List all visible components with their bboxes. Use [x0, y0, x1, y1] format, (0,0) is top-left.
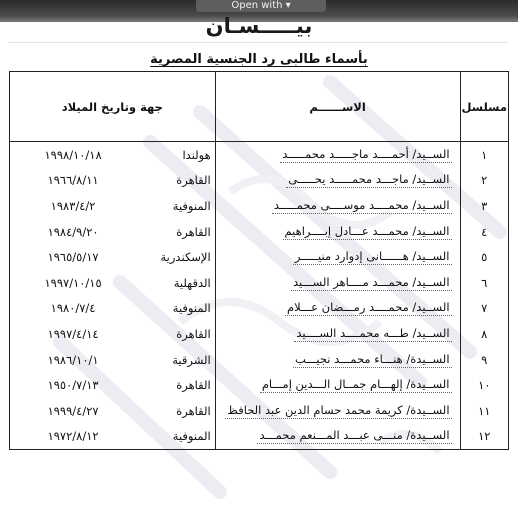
column-header-birth: جهة وتاريخ الميلاد — [10, 72, 216, 142]
row-serial: ٣ — [460, 193, 508, 219]
table-row — [10, 168, 509, 194]
row-birth-date: ١٩٥٠/٧/١٣ — [10, 372, 137, 398]
row-birth-place: الدقهلية — [173, 275, 211, 290]
row-birth-date: ١٩٩٩/٤/٢٧ — [10, 398, 137, 424]
table-row — [10, 321, 509, 347]
row-birth-place: الشرقية — [172, 352, 211, 367]
row-birth-date: ١٩٦٦/٨/١١ — [10, 168, 137, 194]
row-name: الســيدة/ منـــى عبـــد المـــنعم محمـــد — [259, 428, 450, 443]
table-row — [10, 347, 509, 373]
row-name: الســيد/ ماجـــد محمـــــد يحـــــى — [288, 172, 450, 187]
table-row — [10, 296, 509, 322]
row-name: الســيد/ طـــه محمــــد الســــيد — [296, 325, 450, 340]
row-birth-place: القاهرة — [176, 173, 211, 188]
column-header-serial: مسلسل — [460, 72, 508, 142]
row-birth-date: ١٩٨٠/٧/٤ — [10, 296, 137, 322]
row-birth-date: ١٩٩٨/١٠/١٨ — [10, 142, 137, 168]
table-row — [10, 424, 509, 450]
row-birth-date: ١٩٩٧/١٠/١٥ — [10, 270, 137, 296]
row-name-cell — [215, 372, 460, 398]
row-birth-date: ١٩٦٥/٥/١٧ — [10, 244, 137, 270]
row-serial: ٨ — [460, 321, 508, 347]
row-name-cell — [215, 270, 460, 296]
table-header-row — [10, 72, 509, 142]
row-name-cell — [215, 219, 460, 245]
table-row — [10, 219, 509, 245]
row-name: الســيد/ محمـــد مــــاهر الســـيد — [292, 274, 450, 289]
row-birth-place: القاهرة — [176, 224, 211, 239]
column-header-name: الاســــــم — [215, 72, 460, 142]
row-birth-date: ١٩٧٢/٨/١٢ — [10, 424, 137, 450]
row-name: الســيد/ محمــــد موســــى محمـــــد — [273, 197, 450, 212]
row-serial: ١ — [460, 142, 508, 168]
row-birth-date: ١٩٨٣/٤/٢ — [10, 193, 137, 219]
row-name-cell — [215, 296, 460, 322]
row-name: الســيدة/ كريمة محمد حسام الدين عبد الحافظ — [227, 402, 450, 417]
row-name: الســيدة/ إلهـــام جمــال الـــدين إمـــام — [261, 377, 450, 392]
row-serial: ٤ — [460, 219, 508, 245]
row-name-cell — [215, 424, 460, 450]
row-serial: ٦ — [460, 270, 508, 296]
open-with-button[interactable]: Open with ▾ — [196, 0, 326, 12]
row-serial: ١٢ — [460, 424, 508, 450]
row-serial: ٢ — [460, 168, 508, 194]
row-name-cell — [215, 168, 460, 194]
row-name: الســيد/ أحمــــد ماجـــــد محمـــــد — [282, 146, 450, 161]
row-birth-place: المنوفية — [136, 424, 215, 450]
header-divider — [8, 42, 508, 43]
row-name: الســيد/ محمــــد رمـــضان عـــلام — [287, 300, 450, 315]
names-table — [9, 71, 509, 450]
row-birth-date: ١٩٨٤/٩/٢٠ — [10, 219, 137, 245]
row-serial: ١١ — [460, 398, 508, 424]
row-name-cell — [215, 347, 460, 373]
row-birth-place: القاهرة — [176, 326, 211, 341]
table-row — [10, 372, 509, 398]
row-birth-date: ١٩٨٦/١٠/١ — [10, 347, 137, 373]
row-birth-place: الإسكندرية — [160, 250, 211, 265]
header-name: بيـــــسـان — [205, 14, 313, 38]
document-title: بأسماء طالبى رد الجنسية المصرية — [150, 52, 368, 67]
row-birth-place: القاهرة — [176, 378, 211, 393]
row-serial: ٥ — [460, 244, 508, 270]
row-serial: ٧ — [460, 296, 508, 322]
table-row — [10, 244, 509, 270]
table-row — [10, 142, 509, 168]
row-birth-place: هولندا — [182, 147, 211, 162]
row-name: الســيدة/ هنـــاء محمـــد نجيـــب — [295, 351, 450, 366]
row-name-cell — [215, 398, 460, 424]
row-name: الســيد/ هــــــانى إدوارد منيـــــر — [294, 249, 450, 264]
row-birth-place: المنوفية — [172, 301, 211, 316]
table-row — [10, 193, 509, 219]
row-name-cell — [215, 142, 460, 168]
table-row — [10, 270, 509, 296]
row-name-cell — [215, 321, 460, 347]
row-name: الســيد/ محمـــد عـــادل إبــــراهيم — [284, 223, 450, 238]
row-birth-place: القاهرة — [176, 403, 211, 418]
row-serial: ١٠ — [460, 372, 508, 398]
row-serial: ٩ — [460, 347, 508, 373]
row-birth-place: المنوفية — [172, 198, 211, 213]
table-row — [10, 398, 509, 424]
row-birth-date: ١٩٩٧/٤/١٤ — [10, 321, 137, 347]
document-page — [0, 14, 518, 530]
row-name-cell — [215, 244, 460, 270]
row-name-cell — [215, 193, 460, 219]
